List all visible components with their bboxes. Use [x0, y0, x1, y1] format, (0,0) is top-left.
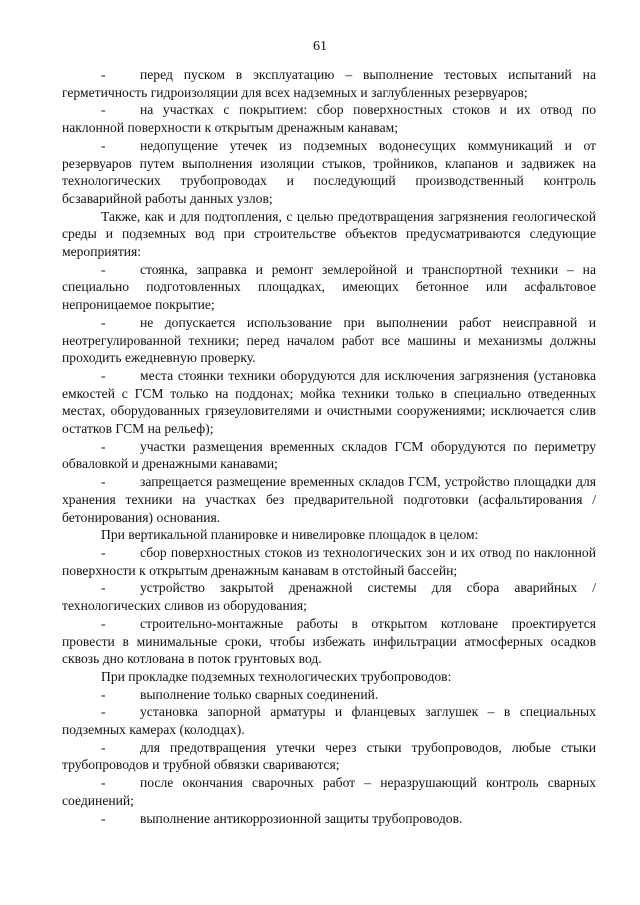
paragraph-text: места стоянки техники оборудуются для исключения загрязнения (установка емкостей с ГСМ только на поддонах; мойка техники только в специально отведенных местах, оборудованных грязеуловителями и очистными сооружениями; исключается слив остатков ГСМ на рельеф); [62, 367, 596, 437]
bullet-item [62, 367, 596, 438]
bullet-item [62, 774, 596, 809]
paragraph [62, 526, 596, 544]
bullet-dash: - [101, 580, 106, 596]
paragraph-text: установка запорной арматуры и фланцевых заглушек – в специальных подземных камерах (колодцах). [62, 704, 596, 738]
bullet-item [62, 579, 596, 614]
bullet-item [62, 810, 596, 828]
bullet-item [62, 137, 596, 208]
bullet-dash: - [101, 775, 106, 791]
bullet-dash: - [101, 438, 106, 454]
paragraph-text: стоянка, заправка и ремонт землеройной и транспортной техники – на специально подготовленных площадках, имеющих бетонное или асфальтовое непроницаемое покрытие; [62, 261, 596, 313]
bullet-item [62, 686, 596, 704]
bullet-dash: - [101, 739, 106, 755]
bullet-dash: - [101, 67, 106, 82]
bullet-item [62, 438, 596, 473]
paragraph [62, 208, 596, 261]
paragraph-text: недопущение утечек из подземных водонесущих коммуникаций и от резервуаров путем выполнения изоляции стыков, тройников, клапанов и задвижек на технологических трубопроводах и последующий производственный контроль бсзаварийной работы данных узлов; [62, 137, 596, 206]
bullet-dash: - [101, 474, 106, 490]
bullet-dash: - [101, 810, 106, 826]
paragraph-text: после окончания сварочных работ – неразрушающий контроль сварных соединений; [62, 775, 596, 808]
paragraph-text: выполнение только сварных соединений. [140, 686, 379, 702]
paragraph-text: При прокладке подземных технологических трубопроводов: [101, 668, 452, 684]
paragraph-text: для предотвращения утечки через стыки трубопроводов, любые стыки трубопроводов и трубной обвязки свариваются; [62, 739, 596, 773]
paragraph-text: устройство закрытой дренажной системы для сбора аварийных / технологических сливов из оборудования; [62, 580, 596, 614]
bullet-dash: - [101, 544, 106, 560]
paragraph-text: участки размещения временных складов ГСМ оборудуются по периметру обваловкой и дренажными канавами; [62, 438, 596, 472]
bullet-item [62, 261, 596, 314]
paragraph-text: не допускается использование при выполнении работ неисправной и неотрегулированной техники; перед началом работ все машины и механизмы должны проходить ежедневную проверку. [62, 314, 596, 366]
paragraph-text: Также, как и для подтопления, с целью предотвращения загрязнения геологической среды и подземных вод при строительстве объектов предусматриваются следующие мероприятия: [62, 208, 596, 260]
paragraph-text: перед пуском в эксплуатацию – выполнение тестовых испытаний на герметичность гидроизоляции для всех надземных и заглубленных резервуаров; [62, 67, 596, 100]
bullet-item [62, 739, 596, 774]
bullet-dash: - [101, 102, 106, 118]
bullet-item [62, 314, 596, 367]
bullet-dash: - [101, 615, 106, 631]
bullet-dash: - [101, 704, 106, 720]
paragraph [62, 668, 596, 686]
bullet-dash: - [101, 367, 106, 383]
bullet-item [62, 101, 596, 136]
bullet-item [62, 66, 596, 101]
bullet-item [62, 615, 596, 668]
bullet-item [62, 703, 596, 738]
bullet-dash: - [101, 137, 106, 153]
paragraph-text: строительно-монтажные работы в открытом котловане проектируется провести в минимальные сроки, чтобы избежать инфильтрации атмосферных осадков сквозь дно котлована в поток грунтовых вод. [62, 615, 596, 667]
page-number: 61 [313, 39, 327, 54]
document-body [62, 66, 596, 827]
paragraph-text: выполнение антикоррозионной защиты трубопроводов. [140, 810, 463, 826]
bullet-dash: - [101, 261, 106, 277]
paragraph-text: При вертикальной планировке и нивелировке площадок в целом: [101, 527, 479, 543]
bullet-dash: - [101, 686, 106, 702]
paragraph-text: на участках с покрытием: сбор поверхностных стоков и их отвод по наклонной поверхности к открытым дренажным канавам; [62, 102, 596, 136]
bullet-item [62, 473, 596, 526]
paragraph-text: запрещается размещение временных складов ГСМ, устройство площадки для хранения техники на участках без предварительной подготовки (асфальтирования / бетонирования) основания. [62, 474, 596, 525]
bullet-dash: - [101, 314, 106, 330]
bullet-item [62, 544, 596, 579]
paragraph-text: сбор поверхностных стоков из технологических зон и их отвод по наклонной поверхности к открытым дренажным канавам в отстойный бассейн; [62, 544, 596, 578]
